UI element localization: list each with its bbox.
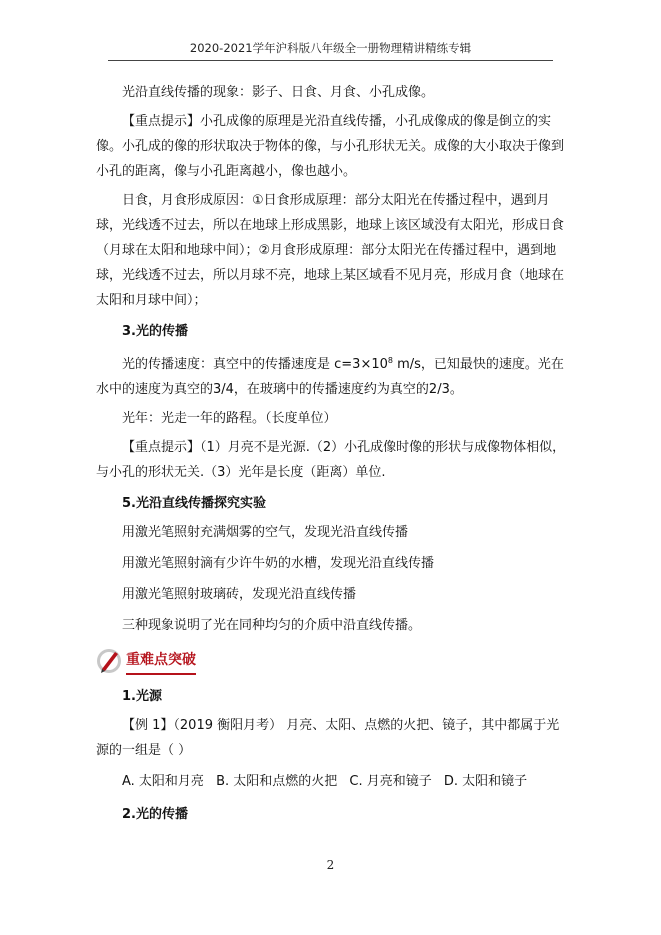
example-question: 【例 1】（2019 衡阳月考） 月亮、太阳、点燃的火把、镜子，其中都属于光源的一组是（ ） [96, 718, 560, 758]
section-heading-propagation-2: 2.光的传播 [122, 807, 188, 822]
main-content [96, 80, 566, 831]
exponent: 8 [387, 356, 393, 365]
experiment-line-3: 用激光笔照射玻璃砖，发现光沿直线传播 [122, 587, 357, 602]
experiment-conclusion: 三种现象说明了光在同种均匀的介质中沿直线传播。 [122, 618, 422, 633]
experiment-line-1: 用激光笔照射充满烟雾的空气，发现光沿直线传播 [122, 525, 409, 540]
paragraph-phenomena: 光沿直线传播的现象：影子、日食、月食、小孔成像。 [122, 85, 435, 100]
light-speed-text-a: 光的传播速度：真空中的传播速度是 c=3×10 [122, 357, 388, 372]
option-a: A. 太阳和月亮 [122, 774, 204, 789]
option-b: B. 太阳和点燃的火把 [216, 774, 338, 789]
page-number: 2 [326, 858, 335, 872]
key-tip-pinhole: 【重点提示】小孔成像的原理是光沿直线传播，小孔成像成的像是倒立的实像。小孔成的像的形状取决于物体的像，与小孔形状无关。成像的大小取决于像到小孔的距离，像与小孔距离越小，像也越小。 [96, 114, 565, 179]
experiment-line-2: 用激光笔照射滴有少许牛奶的水槽，发现光沿直线传播 [122, 556, 435, 571]
section-banner [96, 644, 566, 678]
paragraph-light-speed [96, 348, 566, 402]
option-c: C. 月亮和镜子 [349, 774, 432, 789]
option-d: D. 太阳和镜子 [443, 774, 528, 789]
answer-options [122, 769, 566, 794]
section-heading-propagation: 3.光的传播 [122, 324, 188, 339]
key-tip-moon: 【重点提示】（1）月亮不是光源.（2）小孔成像时像的形状与成像物体相似，与小孔的形状无关.（3）光年是长度（距离）单位. [96, 440, 566, 480]
pen-logo-icon [96, 647, 122, 675]
banner-title: 重难点突破 [126, 648, 196, 675]
paragraph-light-year: 光年：光走一年的路程。（长度单位） [122, 411, 337, 426]
section-heading-light-source: 1.光源 [122, 689, 162, 704]
page-header: 2020-2021学年沪科版八年级全一册物理精讲精练专辑 [108, 40, 553, 61]
light-speed-text-b: m/s，已知最快的速度。光在水中的速度为真空的3/4，在玻璃中的传播速度约为真空的2/3。 [96, 357, 564, 397]
section-heading-experiment: 5.光沿直线传播探究实验 [122, 496, 266, 511]
paragraph-eclipse: 日食，月食形成原因：①日食形成原理：部分太阳光在传播过程中，遇到月球，光线透不过去，所以在地球上形成黑影，地球上该区域没有太阳光，形成日食（月球在太阳和地球中间）；②月食形成原理：部分太阳光在传播过程中，遇到地球，光线透不过去，所以月球不亮，地球上某区域看不见月亮，形成月食（地球在太阳和月球中间）； [96, 193, 565, 308]
